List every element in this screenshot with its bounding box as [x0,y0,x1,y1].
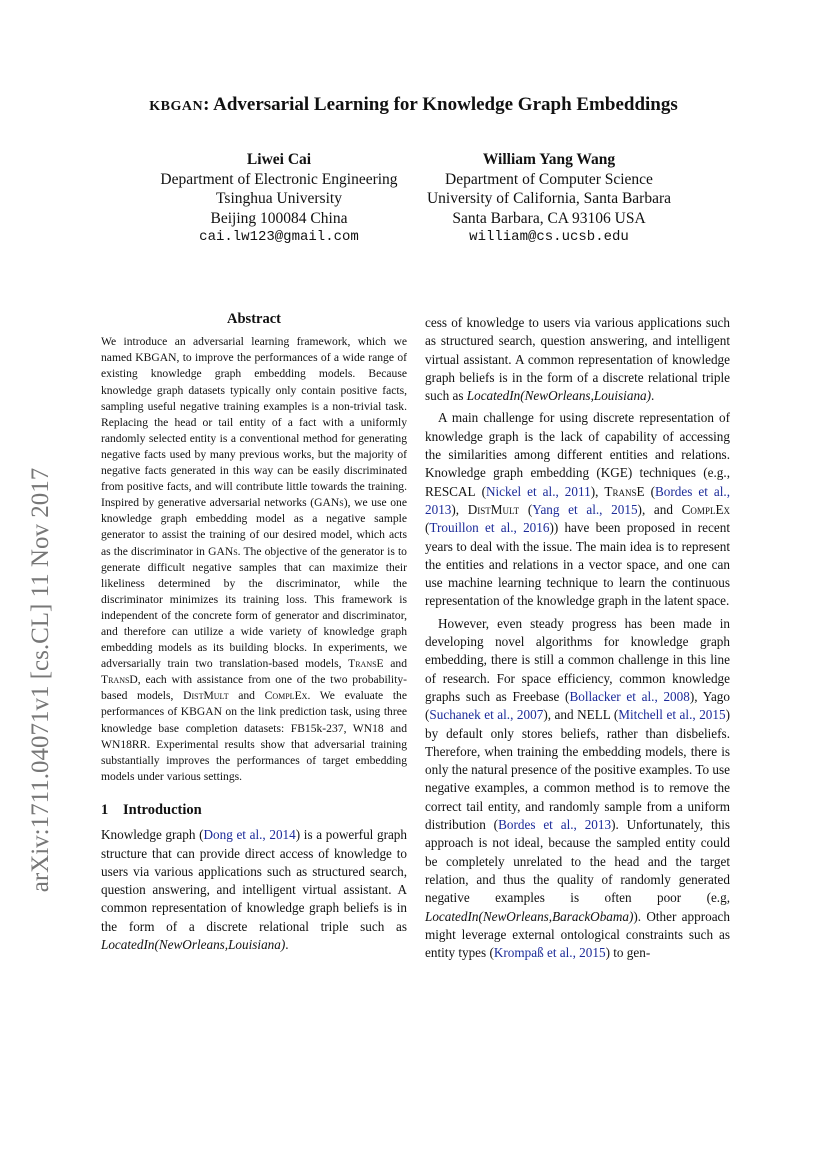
citation-link[interactable]: Suchanek et al., 2007 [429,707,544,723]
gans-term: GANs [314,496,344,510]
abstract-heading: Abstract [227,311,281,327]
left-column [101,310,407,954]
section-number: 1 [101,801,109,818]
kbgan-term: KBGAN [135,351,177,365]
paper-title [0,94,827,116]
kbgan-term: KBGAN [180,705,222,719]
author-name: Liwei Cai [246,151,312,168]
transe-term: TransE [604,483,645,499]
author-email: cai.lw123@gmail.com [199,229,359,245]
title-text: : Adversarial Learning for Knowledge Graph Embeddings [203,94,678,115]
right-column [425,314,730,962]
intro-paragraph-2: A main challenge for using discrete representation of knowledge graph is the lack of capability of accessing the similarities among different entities and relations. Knowledge graph embedding (KGE) techniques (e.g., RESCAL (Nickel et al., 2011), TransE (Bordes et al., 2013), DistMult (Yang et al., 2015), and ComplEx (Trouillon et al., 2016)) have been proposed in recent years to deal with the issue. The main idea is to represent the entities and relations in a vector space, and one can use machine learning technique to learn the continuous representation of the knowledge graph in the latent space. [425,410,730,609]
author-name: William Yang Wang [482,151,616,168]
section-heading-introduction [101,801,407,819]
author-address: Santa Barbara, CA 93106 USA [452,209,646,227]
author-address: Beijing 100084 China [210,209,348,227]
author-department: Department of Electronic Engineering [160,170,398,188]
citation-link[interactable]: Bollacker et al., 2008 [569,688,690,704]
author-block-2 [418,150,680,248]
intro-paragraph-3: However, even steady progress has been made in developing novel algorithms for knowledge graph embedding, there is still a common challenge in this line of research. For space efficiency, common knowledge graphs such as Freebase (Bollacker et al., 2008), Yago (Suchanek et al., 2007), and NELL (Mitchell et al., 2015) by default only stores beliefs, rather than disbeliefs. Therefore, when training the embedding models, there is only the natural presence of the positive examples. To use negative examples, a common method is to remove the correct tail entity, and randomly sample from a uniform distribution (Bordes et al., 2013). Unfortunately, this approach is not ideal, because the sampled entity could be completely unrelated to the head and the target relation, and thus the quality of randomly generated negative examples is often poor (e.g, LocatedIn(NewOrleans,BarackObama)). Other approach might leverage external ontological constraints such as entity types (Krompaß et al., 2015) to gen- [425,615,730,961]
gans-term: GANs [208,544,238,558]
citation-link[interactable]: Mitchell et al., 2015 [618,707,726,723]
transd-term: TransD [101,673,138,687]
author-institution: University of California, Santa Barbara [426,190,672,207]
author-email: william@cs.ucsb.edu [469,229,629,245]
example-triple: LocatedIn(NewOrleans,BarackObama) [425,908,634,924]
distmult-term: DistMult [183,689,229,703]
author-department: Department of Computer Science [445,170,653,188]
intro-paragraph-1-continued: cess of knowledge to users via various applications such as structured search, question answering, and intelligent virtual assistant. A common representation of knowledge graph beliefs is in the form of a discrete relational triple such as LocatedIn(NewOrleans,Louisiana). [425,315,730,404]
example-triple: LocatedIn(NewOrleans,Louisiana) [101,937,286,952]
transe-term: TransE [348,657,384,671]
citation-link[interactable]: Yang et al., 2015 [532,501,638,517]
citation-link[interactable]: Nickel et al., 2011 [485,483,591,499]
citation-link[interactable]: Krompaß et al., 2015 [493,945,606,961]
complex-term: ComplEx [264,689,308,703]
citation-link[interactable]: Trouillon et al., 2016 [429,520,550,536]
author-institution: Tsinghua University [216,190,342,207]
author-block-1 [150,150,408,248]
citation-link[interactable]: Bordes et al., 2013 [425,483,730,517]
intro-paragraph-1: Knowledge graph (Dong et al., 2014) is a powerful graph structure that can provide direct access of knowledge to users via various applications such as structured search, question answering, and intelligent virtual assistant. A common representation of knowledge graph beliefs is in the form of a discrete relational triple such as LocatedIn(NewOrleans,Louisiana). [101,827,407,952]
citation-link[interactable]: Dong et al., 2014 [203,827,296,843]
rescal-term: RESCAL [425,483,476,499]
complex-term: ComplEx [681,501,730,517]
abstract-body: We introduce an adversarial learning framework, which we named KBGAN, to improve the performances of a wide range of existing knowledge graph embedding models. Because knowledge graph datasets typically only contain positive facts, sampling useful negative training examples is a non-trivial task. Replacing the head or tail entity of a fact with a uniformly randomly selected entity is a conventional method for generating negative facts used by many previous works, but the majority of negative facts generated in this way can be easily discriminated from positive facts, and will contribute little towards the training. Inspired by generative adversarial networks (GANs), we use one knowledge graph embedding model as a negative sample generator to assist the training of our desired model, which acts as the discriminator in GANs. The objective of the generator is to generate difficult negative samples that can maximize their likeliness determined by the discriminator, while the discriminator minimizes its training loss. This framework is independent of the concrete form of generator and discriminator, and therefore can utilize a wide variety of knowledge graph embedding models as its building blocks. In experiments, we adversarially train two translation-based models, TransE and TransD, each with assistance from one of the two probability-based models, DistMult and ComplEx. We evaluate the performances of KBGAN on the link prediction task, using three knowledge base completion datasets: FB15k-237, WN18 and WN18RR. Experimental results show that adversarial training substantially improves the performances of target embedding models under various settings. [101,335,408,783]
arxiv-stamp-text: arXiv:1711.04071v1 [cs.CL] 11 Nov 2017 [27,467,54,893]
section-title: Introduction [123,801,202,818]
citation-link[interactable]: Bordes et al., 2013 [498,817,612,833]
title-acronym: KBGAN [149,99,204,114]
distmult-term: DistMult [467,501,520,517]
